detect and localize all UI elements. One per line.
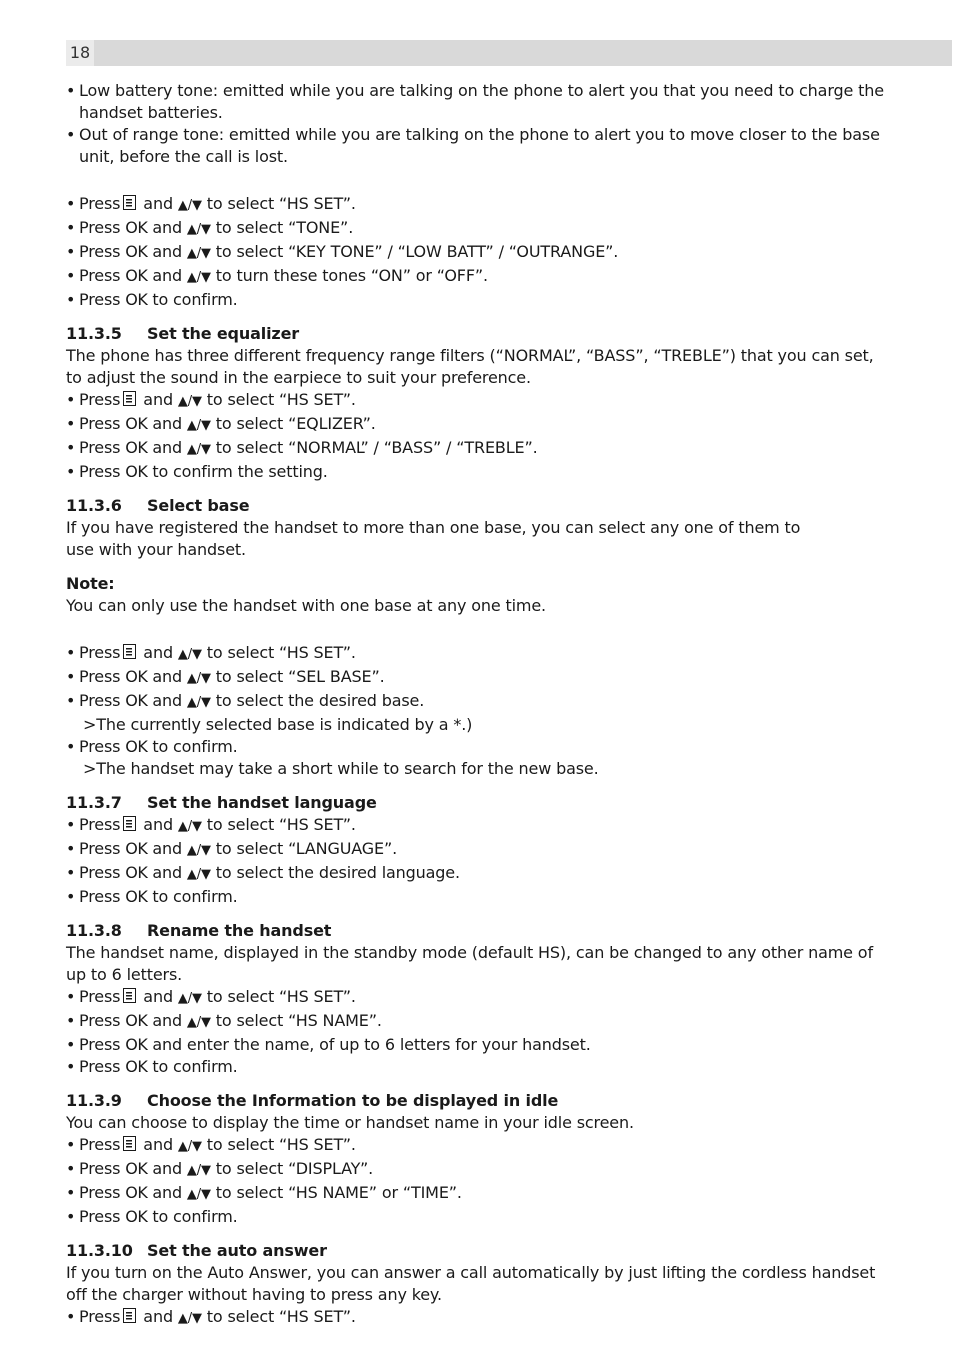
section-title: Set the equalizer <box>147 324 300 343</box>
step-text: to confirm the setting. <box>152 462 328 481</box>
instruction-step: • Press OK to confirm the setting. <box>66 461 892 483</box>
ok-key-label: OK <box>125 691 148 710</box>
ok-key-label: OK <box>125 438 148 457</box>
paragraph: The phone has three different frequency range filters (“NORMAL”, “BASS”, “TREBLE”) that you can set, to adjust the sound in the earpiece to suit your preference. <box>66 346 874 387</box>
step-text: to select “NORMAL” / “BASS” / “TREBLE”. <box>215 438 538 457</box>
instruction-step: • Press and ▲/▼ to select “HS SET”. <box>66 642 892 666</box>
step-text: to select “DISPLAY”. <box>215 1159 374 1178</box>
instruction-step: • Press OK and ▲/▼ to select the desired base. <box>66 690 892 714</box>
step-text: to select “TONE”. <box>215 218 354 237</box>
instruction-step: • Press OK and enter the name, of up to 6 letters for your handset. <box>66 1034 892 1056</box>
menu-key-icon <box>123 1136 136 1151</box>
menu-key-icon <box>123 644 136 659</box>
paragraph: You can choose to display the time or handset name in your idle screen. <box>66 1113 634 1132</box>
up-down-arrow-icon: ▲/▼ <box>177 1139 202 1154</box>
page-number: 18 <box>66 40 94 66</box>
bullet-item <box>66 124 892 168</box>
instruction-step: • Press OK and ▲/▼ to select “EQLIZER”. <box>66 413 892 437</box>
instruction-step: • Press and ▲/▼ to select “HS SET”. <box>66 1306 892 1330</box>
ok-key-label: OK <box>125 839 148 858</box>
section-number: 11.3.10 <box>66 1241 133 1260</box>
ok-key-label: OK <box>125 242 148 261</box>
instruction-step: • Press OK to confirm. <box>66 886 892 908</box>
section-heading <box>66 495 892 517</box>
ok-key-label: OK <box>125 887 148 906</box>
section-heading <box>66 323 892 345</box>
paragraph: You can only use the handset with one base at any one time. <box>66 596 546 615</box>
section-heading <box>66 1090 892 1112</box>
instruction-step: • Press OK and ▲/▼ to select “NORMAL” / “BASS” / “TREBLE”. <box>66 437 892 461</box>
ok-key-label: OK <box>125 414 148 433</box>
step-text: to select “HS NAME” or “TIME”. <box>215 1183 462 1202</box>
menu-key-icon <box>123 1308 136 1323</box>
section-heading <box>66 1240 892 1262</box>
menu-key-icon <box>123 391 136 406</box>
step-result-text: >The handset may take a short while to search for the new base. <box>83 759 599 778</box>
menu-key-icon <box>123 195 136 210</box>
step-text: to select “HS SET”. <box>206 194 356 213</box>
step-result <box>66 758 892 780</box>
up-down-arrow-icon: ▲/▼ <box>177 819 202 834</box>
manual-content <box>66 80 892 1330</box>
step-text: to select “HS NAME”. <box>215 1011 382 1030</box>
up-down-arrow-icon: ▲/▼ <box>186 671 211 686</box>
up-down-arrow-icon: ▲/▼ <box>177 991 202 1006</box>
section-number: 11.3.6 <box>66 496 122 515</box>
step-text: to select “HS SET”. <box>206 643 356 662</box>
menu-key-icon <box>123 816 136 831</box>
step-text: to select the desired language. <box>215 863 460 882</box>
ok-key-label: OK <box>125 863 148 882</box>
section-heading <box>66 920 892 942</box>
instruction-step: • Press OK and ▲/▼ to select “TONE”. <box>66 217 892 241</box>
up-down-arrow-icon: ▲/▼ <box>177 198 202 213</box>
menu-key-icon <box>123 988 136 1003</box>
section-number: 11.3.9 <box>66 1091 122 1110</box>
paragraph: The handset name, displayed in the standby mode (default HS), can be changed to any other name of up to 6 letters. <box>66 943 873 984</box>
step-text: to select “HS SET”. <box>206 1135 356 1154</box>
ok-key-label: OK <box>125 290 148 309</box>
up-down-arrow-icon: ▲/▼ <box>186 1163 211 1178</box>
step-text: to confirm. <box>152 737 238 756</box>
step-text: to select “LANGUAGE”. <box>215 839 398 858</box>
step-text: to select “HS SET”. <box>206 987 356 1006</box>
step-result <box>66 714 892 736</box>
instruction-step: • Press OK and ▲/▼ to select the desired language. <box>66 862 892 886</box>
step-text: to select “HS SET”. <box>206 390 356 409</box>
instruction-step: • Press OK to confirm. <box>66 1206 892 1228</box>
instruction-step: • Press and ▲/▼ to select “HS SET”. <box>66 986 892 1010</box>
paragraph: If you turn on the Auto Answer, you can answer a call automatically by just lifting the cordless handset off the charger without having to press any key. <box>66 1263 876 1304</box>
section-number: 11.3.8 <box>66 921 122 940</box>
ok-key-label: OK <box>125 737 148 756</box>
ok-key-label: OK <box>125 462 148 481</box>
step-text: to select “KEY TONE” / “LOW BATT” / “OUTRANGE”. <box>215 242 619 261</box>
instruction-step: • Press and ▲/▼ to select “HS SET”. <box>66 193 892 217</box>
up-down-arrow-icon: ▲/▼ <box>186 867 211 882</box>
instruction-step: • Press OK to confirm. <box>66 736 892 758</box>
step-text: to select “HS SET”. <box>206 1307 356 1326</box>
ok-key-label: OK <box>125 667 148 686</box>
section-number: 11.3.7 <box>66 793 122 812</box>
step-result-text: >The currently selected base is indicated by a *.) <box>83 715 473 734</box>
section-title: Set the handset language <box>147 793 377 812</box>
step-text: to confirm. <box>152 887 238 906</box>
step-text: to confirm. <box>152 290 238 309</box>
ok-key-label: OK <box>125 218 148 237</box>
up-down-arrow-icon: ▲/▼ <box>177 394 202 409</box>
note-heading: Note: <box>66 574 115 593</box>
paragraph: If you have registered the handset to more than one base, you can select any one of them to use with your handset. <box>66 518 801 559</box>
instruction-step: • Press OK and ▲/▼ to select “SEL BASE”. <box>66 666 892 690</box>
header-bar <box>66 40 952 66</box>
bullet-item <box>66 80 892 124</box>
ok-key-label: OK <box>125 1207 148 1226</box>
ok-key-label: OK <box>125 1057 148 1076</box>
bullet-text: Low battery tone: emitted while you are talking on the phone to alert you that you need to charge the handset batteries. <box>79 81 884 122</box>
up-down-arrow-icon: ▲/▼ <box>186 418 211 433</box>
ok-key-label: OK <box>125 1011 148 1030</box>
instruction-step: • Press OK and ▲/▼ to turn these tones “ON” or “OFF”. <box>66 265 892 289</box>
instruction-step: • Press OK and ▲/▼ to select “DISPLAY”. <box>66 1158 892 1182</box>
instruction-step: • Press and ▲/▼ to select “HS SET”. <box>66 814 892 838</box>
step-text: to select the desired base. <box>215 691 425 710</box>
up-down-arrow-icon: ▲/▼ <box>186 442 211 457</box>
up-down-arrow-icon: ▲/▼ <box>186 1187 211 1202</box>
section-number: 11.3.5 <box>66 324 122 343</box>
step-text: to select “EQLIZER”. <box>215 414 376 433</box>
instruction-step: • Press and ▲/▼ to select “HS SET”. <box>66 389 892 413</box>
section-title: Choose the Information to be displayed in idle <box>147 1091 559 1110</box>
up-down-arrow-icon: ▲/▼ <box>177 1311 202 1326</box>
ok-key-label: OK <box>125 266 148 285</box>
instruction-step: • Press OK to confirm. <box>66 289 892 311</box>
section-title: Rename the handset <box>147 921 332 940</box>
up-down-arrow-icon: ▲/▼ <box>177 647 202 662</box>
up-down-arrow-icon: ▲/▼ <box>186 222 211 237</box>
section-heading <box>66 792 892 814</box>
instruction-step: • Press OK and ▲/▼ to select “LANGUAGE”. <box>66 838 892 862</box>
section-title: Set the auto answer <box>147 1241 327 1260</box>
step-text: to turn these tones “ON” or “OFF”. <box>215 266 488 285</box>
section-title: Select base <box>147 496 250 515</box>
up-down-arrow-icon: ▲/▼ <box>186 1015 211 1030</box>
step-text: to confirm. <box>152 1207 238 1226</box>
up-down-arrow-icon: ▲/▼ <box>186 843 211 858</box>
instruction-step: • Press OK and ▲/▼ to select “HS NAME” or “TIME”. <box>66 1182 892 1206</box>
ok-key-label: OK <box>125 1159 148 1178</box>
spacer <box>66 617 892 642</box>
bullet-text: Out of range tone: emitted while you are talking on the phone to alert you to move closer to the base unit, before the call is lost. <box>79 125 880 166</box>
up-down-arrow-icon: ▲/▼ <box>186 695 211 710</box>
ok-key-label: OK <box>125 1035 148 1054</box>
instruction-step: • Press OK and ▲/▼ to select “HS NAME”. <box>66 1010 892 1034</box>
instruction-step: • Press and ▲/▼ to select “HS SET”. <box>66 1134 892 1158</box>
instruction-step: • Press OK to confirm. <box>66 1056 892 1078</box>
step-text: and enter the name, of up to 6 letters for your handset. <box>152 1035 591 1054</box>
instruction-step: • Press OK and ▲/▼ to select “KEY TONE” / “LOW BATT” / “OUTRANGE”. <box>66 241 892 265</box>
step-text: to select “HS SET”. <box>206 815 356 834</box>
up-down-arrow-icon: ▲/▼ <box>186 246 211 261</box>
step-text: to confirm. <box>152 1057 238 1076</box>
ok-key-label: OK <box>125 1183 148 1202</box>
up-down-arrow-icon: ▲/▼ <box>186 270 211 285</box>
spacer <box>66 168 892 193</box>
step-text: to select “SEL BASE”. <box>215 667 385 686</box>
